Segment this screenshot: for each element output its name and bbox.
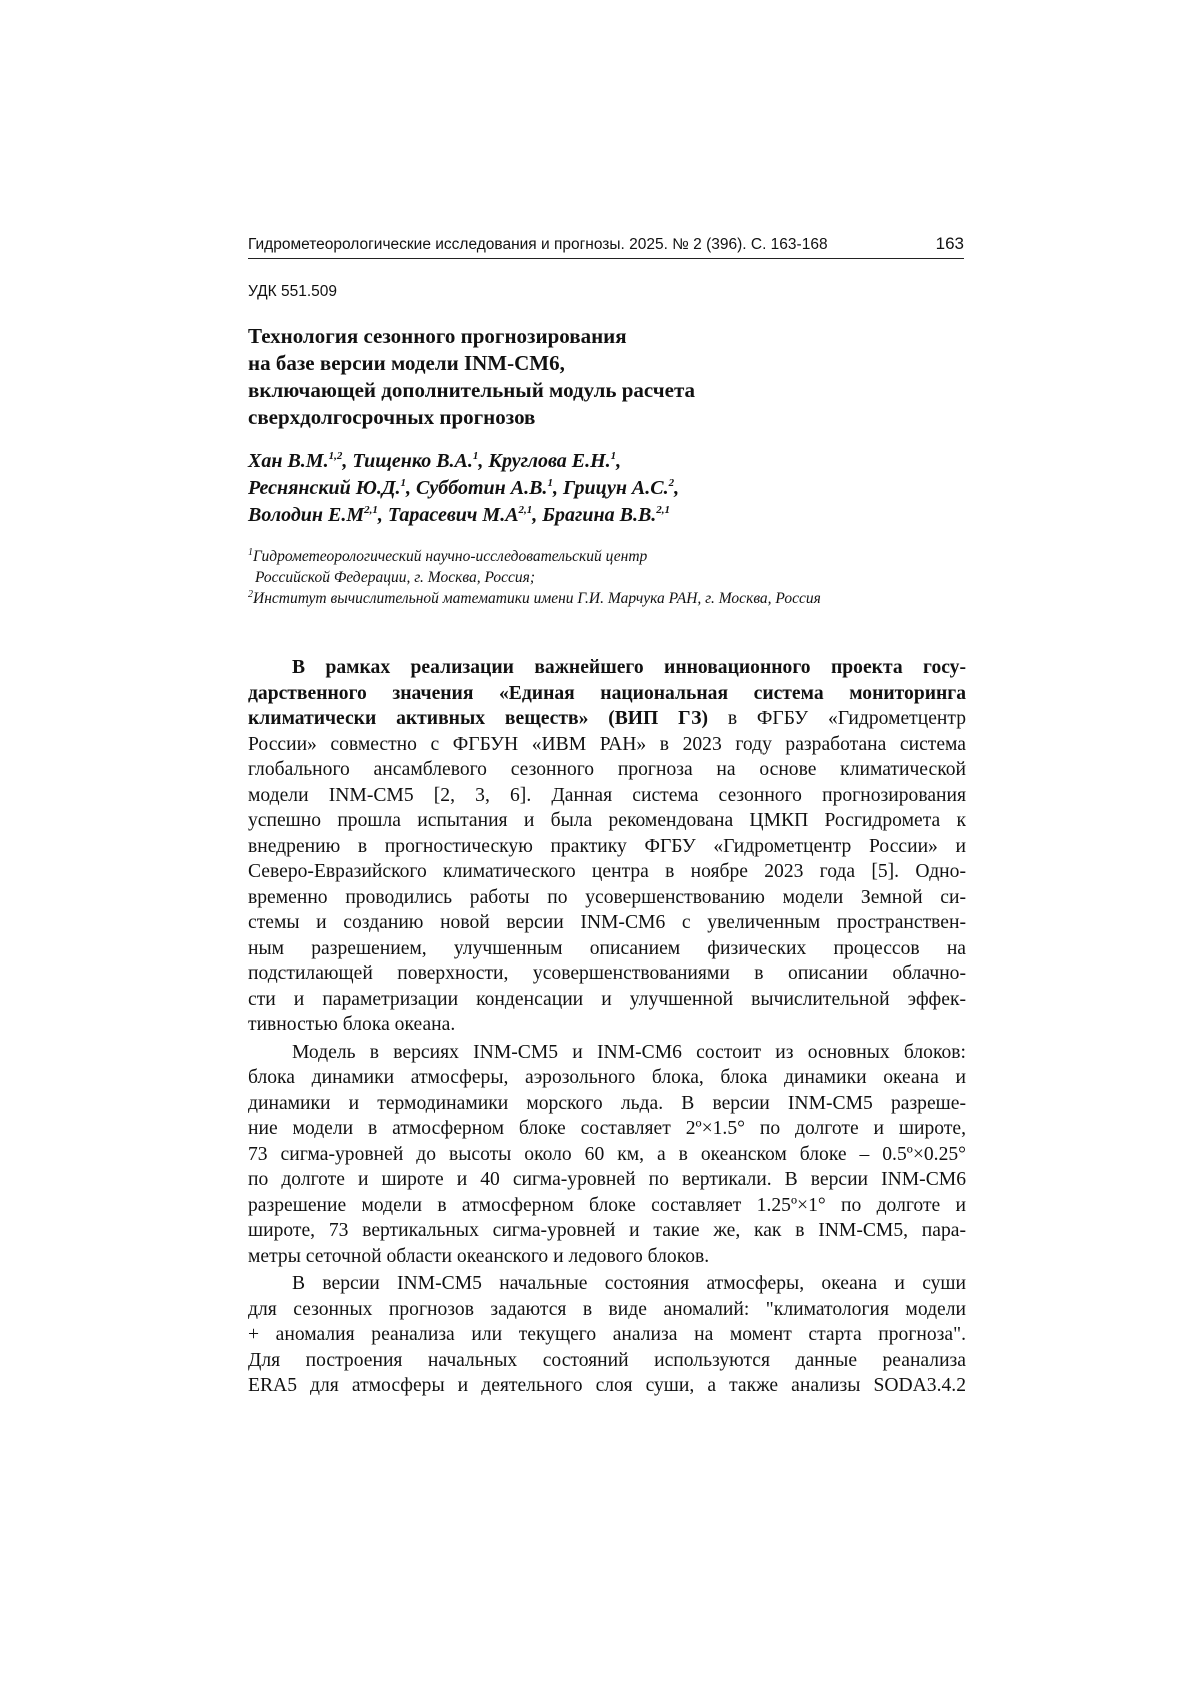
body-text: модели INM-CM5 [2, 3, 6]. Данная система сезонного прогнозирования bbox=[248, 784, 966, 806]
body-line bbox=[248, 1116, 966, 1142]
title-line: Технология сезонного прогнозирования bbox=[248, 324, 627, 348]
author-affiliation-mark: 1 bbox=[610, 450, 617, 462]
body-line bbox=[248, 757, 966, 783]
author-name: Субботин А.В. bbox=[416, 477, 548, 499]
title-line: на базе версии модели INM-CM6, bbox=[248, 351, 565, 375]
author-separator: , bbox=[532, 504, 543, 526]
affiliation-1-continued: Российской Федерации, г. Москва, Россия; bbox=[255, 569, 536, 586]
body-text: стемы и созданию новой версии INM-CM6 с увеличенным пространствен- bbox=[248, 912, 966, 933]
body-line bbox=[248, 655, 966, 681]
body-text: + аномалия реанализа или текущего анализа на момент старта прогноза". bbox=[248, 1324, 966, 1345]
body-text: Для построения начальных состояний используются данные реанализа bbox=[248, 1349, 966, 1371]
body-line bbox=[248, 961, 966, 987]
body-text: блока динамики атмосферы, аэрозольного блока, блока динамики океана и bbox=[248, 1067, 966, 1088]
title-line: сверхдолгосрочных прогнозов bbox=[248, 405, 536, 429]
body-line bbox=[248, 936, 966, 962]
author-affiliation-mark: 2,1 bbox=[364, 504, 378, 516]
body-text: по долготе и широте и 40 сигма-уровней по вертикали. В версии INM-CM6 bbox=[248, 1169, 966, 1190]
paragraph-3 bbox=[248, 1271, 966, 1399]
author-name: Хан В.М. bbox=[248, 450, 329, 472]
author-name: Грицун А.С. bbox=[562, 477, 669, 499]
body-bold-text: В рамках реализации важнейшего инновационного проекта госу- bbox=[292, 657, 966, 678]
author-affiliation-mark: 2,1 bbox=[518, 504, 533, 516]
paragraph-1 bbox=[248, 655, 966, 1038]
body-line bbox=[248, 1167, 966, 1193]
body-text: разрешение модели в атмосферном блоке составляет 1.25º×1° по долготе и bbox=[248, 1194, 966, 1216]
body-line bbox=[248, 1142, 966, 1168]
body-line bbox=[248, 987, 966, 1013]
body-text: для сезонных прогнозов задаются в виде аномалий: "климатология модели bbox=[248, 1298, 966, 1320]
author-separator: , bbox=[406, 477, 417, 499]
body-text: метры сеточной области океанского и ледового блоков. bbox=[248, 1245, 710, 1267]
author-separator: , bbox=[552, 477, 563, 499]
body-text: глобального ансамблевого сезонного прогноза на основе климатической bbox=[248, 759, 966, 780]
author-list bbox=[248, 448, 968, 529]
body-text: временно проводились работы по усовершенствованию модели Земной си- bbox=[248, 886, 966, 908]
author-separator: , bbox=[616, 450, 622, 472]
body-line bbox=[248, 706, 966, 732]
body-line bbox=[248, 1244, 966, 1270]
body-bold-text: дарственного значения «Единая национальная система мониторинга bbox=[248, 682, 966, 704]
body-line bbox=[248, 834, 966, 860]
body-text: динамики и термодинамики морского льда. В версии INM-CM5 разреше- bbox=[248, 1092, 966, 1114]
affiliation-1 bbox=[248, 546, 968, 567]
author-affiliation-mark: 2,1 bbox=[656, 504, 671, 516]
udk-code: УДК 551.509 bbox=[248, 283, 338, 300]
body-line bbox=[248, 1012, 966, 1038]
author-affiliation-mark: 1 bbox=[400, 477, 407, 489]
body-text: широте, 73 вертикальных сигма-уровней и такие же, как в INM-CM5, пара- bbox=[248, 1220, 966, 1241]
author-separator: , bbox=[377, 504, 388, 526]
affiliation-2 bbox=[248, 588, 968, 609]
journal-citation: Гидрометеорологические исследования и прогнозы. 2025. № 2 (396). С. 163-168 bbox=[248, 236, 828, 253]
body-line bbox=[248, 783, 966, 809]
body-line bbox=[248, 681, 966, 707]
author-name: Тищенко В.А. bbox=[352, 450, 473, 472]
title-line: включающей дополнительный модуль расчета bbox=[248, 378, 696, 402]
body-text: успешно прошла испытания и была рекомендована ЦМКП Росгидромета к bbox=[248, 810, 966, 831]
affiliation-text: Гидрометеорологический научно-исследовательский центр bbox=[253, 548, 648, 565]
body-text: тивностью блока океана. bbox=[248, 1014, 456, 1035]
body-line bbox=[248, 1218, 966, 1244]
body-line bbox=[248, 1271, 966, 1297]
body-line bbox=[248, 1091, 966, 1117]
body-text: в ФГБУ «Гидрометцентр bbox=[707, 708, 966, 729]
body-line bbox=[248, 885, 966, 911]
body-line bbox=[248, 859, 966, 885]
authors-line bbox=[248, 475, 968, 502]
body-line bbox=[248, 1322, 966, 1348]
author-affiliation-mark: 2 bbox=[668, 477, 675, 489]
body-text: 73 сигма-уровней до высоты около 60 км, а в океанском блоке – 0.5º×0.25° bbox=[248, 1143, 966, 1165]
affiliation-mark: 1 bbox=[248, 547, 253, 558]
body-text: России» совместно с ФГБУН «ИВМ РАН» в 2023 году разработана система bbox=[248, 733, 966, 755]
body-text: Северо-Евразийского климатического центра в ноябре 2023 года [5]. Одно- bbox=[248, 861, 966, 882]
affiliations bbox=[248, 546, 968, 609]
body-text: Модель в версиях INM-CM5 и INM-CM6 состоит из основных блоков: bbox=[292, 1041, 966, 1063]
body-text: внедрению в прогностическую практику ФГБУ «Гидрометцентр России» и bbox=[248, 835, 966, 857]
body-text: сти и параметризации конденсации и улучшенной вычислительной эффек- bbox=[248, 988, 966, 1010]
author-affiliation-mark: 1 bbox=[547, 477, 553, 489]
body-line bbox=[248, 808, 966, 834]
article-body bbox=[248, 655, 966, 1399]
author-separator: , bbox=[342, 450, 353, 472]
body-line bbox=[248, 1065, 966, 1091]
affiliation-text: Институт вычислительной математики имени Г.И. Марчука РАН, г. Москва, Россия bbox=[253, 590, 821, 607]
body-line bbox=[248, 1373, 966, 1399]
body-line bbox=[248, 732, 966, 758]
author-affiliation-mark: 1,2 bbox=[328, 450, 343, 462]
body-line bbox=[248, 1193, 966, 1219]
author-name: Реснянский Ю.Д. bbox=[248, 477, 401, 499]
author-name: Тарасевич М.А bbox=[387, 504, 519, 526]
author-name: Володин Е.М bbox=[248, 504, 365, 526]
page-number: 163 bbox=[935, 234, 964, 253]
authors-line bbox=[248, 448, 968, 475]
author-name: Брагина В.В. bbox=[542, 504, 657, 526]
running-header bbox=[248, 236, 964, 259]
body-text: ERA5 для атмосферы и деятельного слоя суши, а также анализы SODA3.4.2 bbox=[248, 1375, 966, 1396]
body-line bbox=[248, 1040, 966, 1066]
body-line bbox=[248, 1348, 966, 1374]
body-text: подстилающей поверхности, усовершенствованиями в описании облачно- bbox=[248, 963, 966, 984]
body-line bbox=[248, 1297, 966, 1323]
body-text: ным разрешением, улучшенным описанием физических процессов на bbox=[248, 937, 966, 959]
author-name: Круглова Е.Н. bbox=[488, 450, 611, 472]
body-text: В версии INM-CM5 начальные состояния атмосферы, океана и суши bbox=[292, 1273, 966, 1294]
body-text: ние модели в атмосферном блоке составляет 2º×1.5° по долготе и широте, bbox=[248, 1118, 966, 1139]
author-separator: , bbox=[478, 450, 489, 472]
author-separator: , bbox=[674, 477, 680, 499]
body-bold-text: климатически активных веществ» (ВИП ГЗ) bbox=[248, 708, 708, 729]
author-affiliation-mark: 1 bbox=[472, 450, 479, 462]
affiliation-mark: 2 bbox=[248, 589, 253, 600]
body-line bbox=[248, 910, 966, 936]
authors-line bbox=[248, 502, 968, 529]
article-title bbox=[248, 323, 968, 431]
paragraph-2 bbox=[248, 1040, 966, 1270]
